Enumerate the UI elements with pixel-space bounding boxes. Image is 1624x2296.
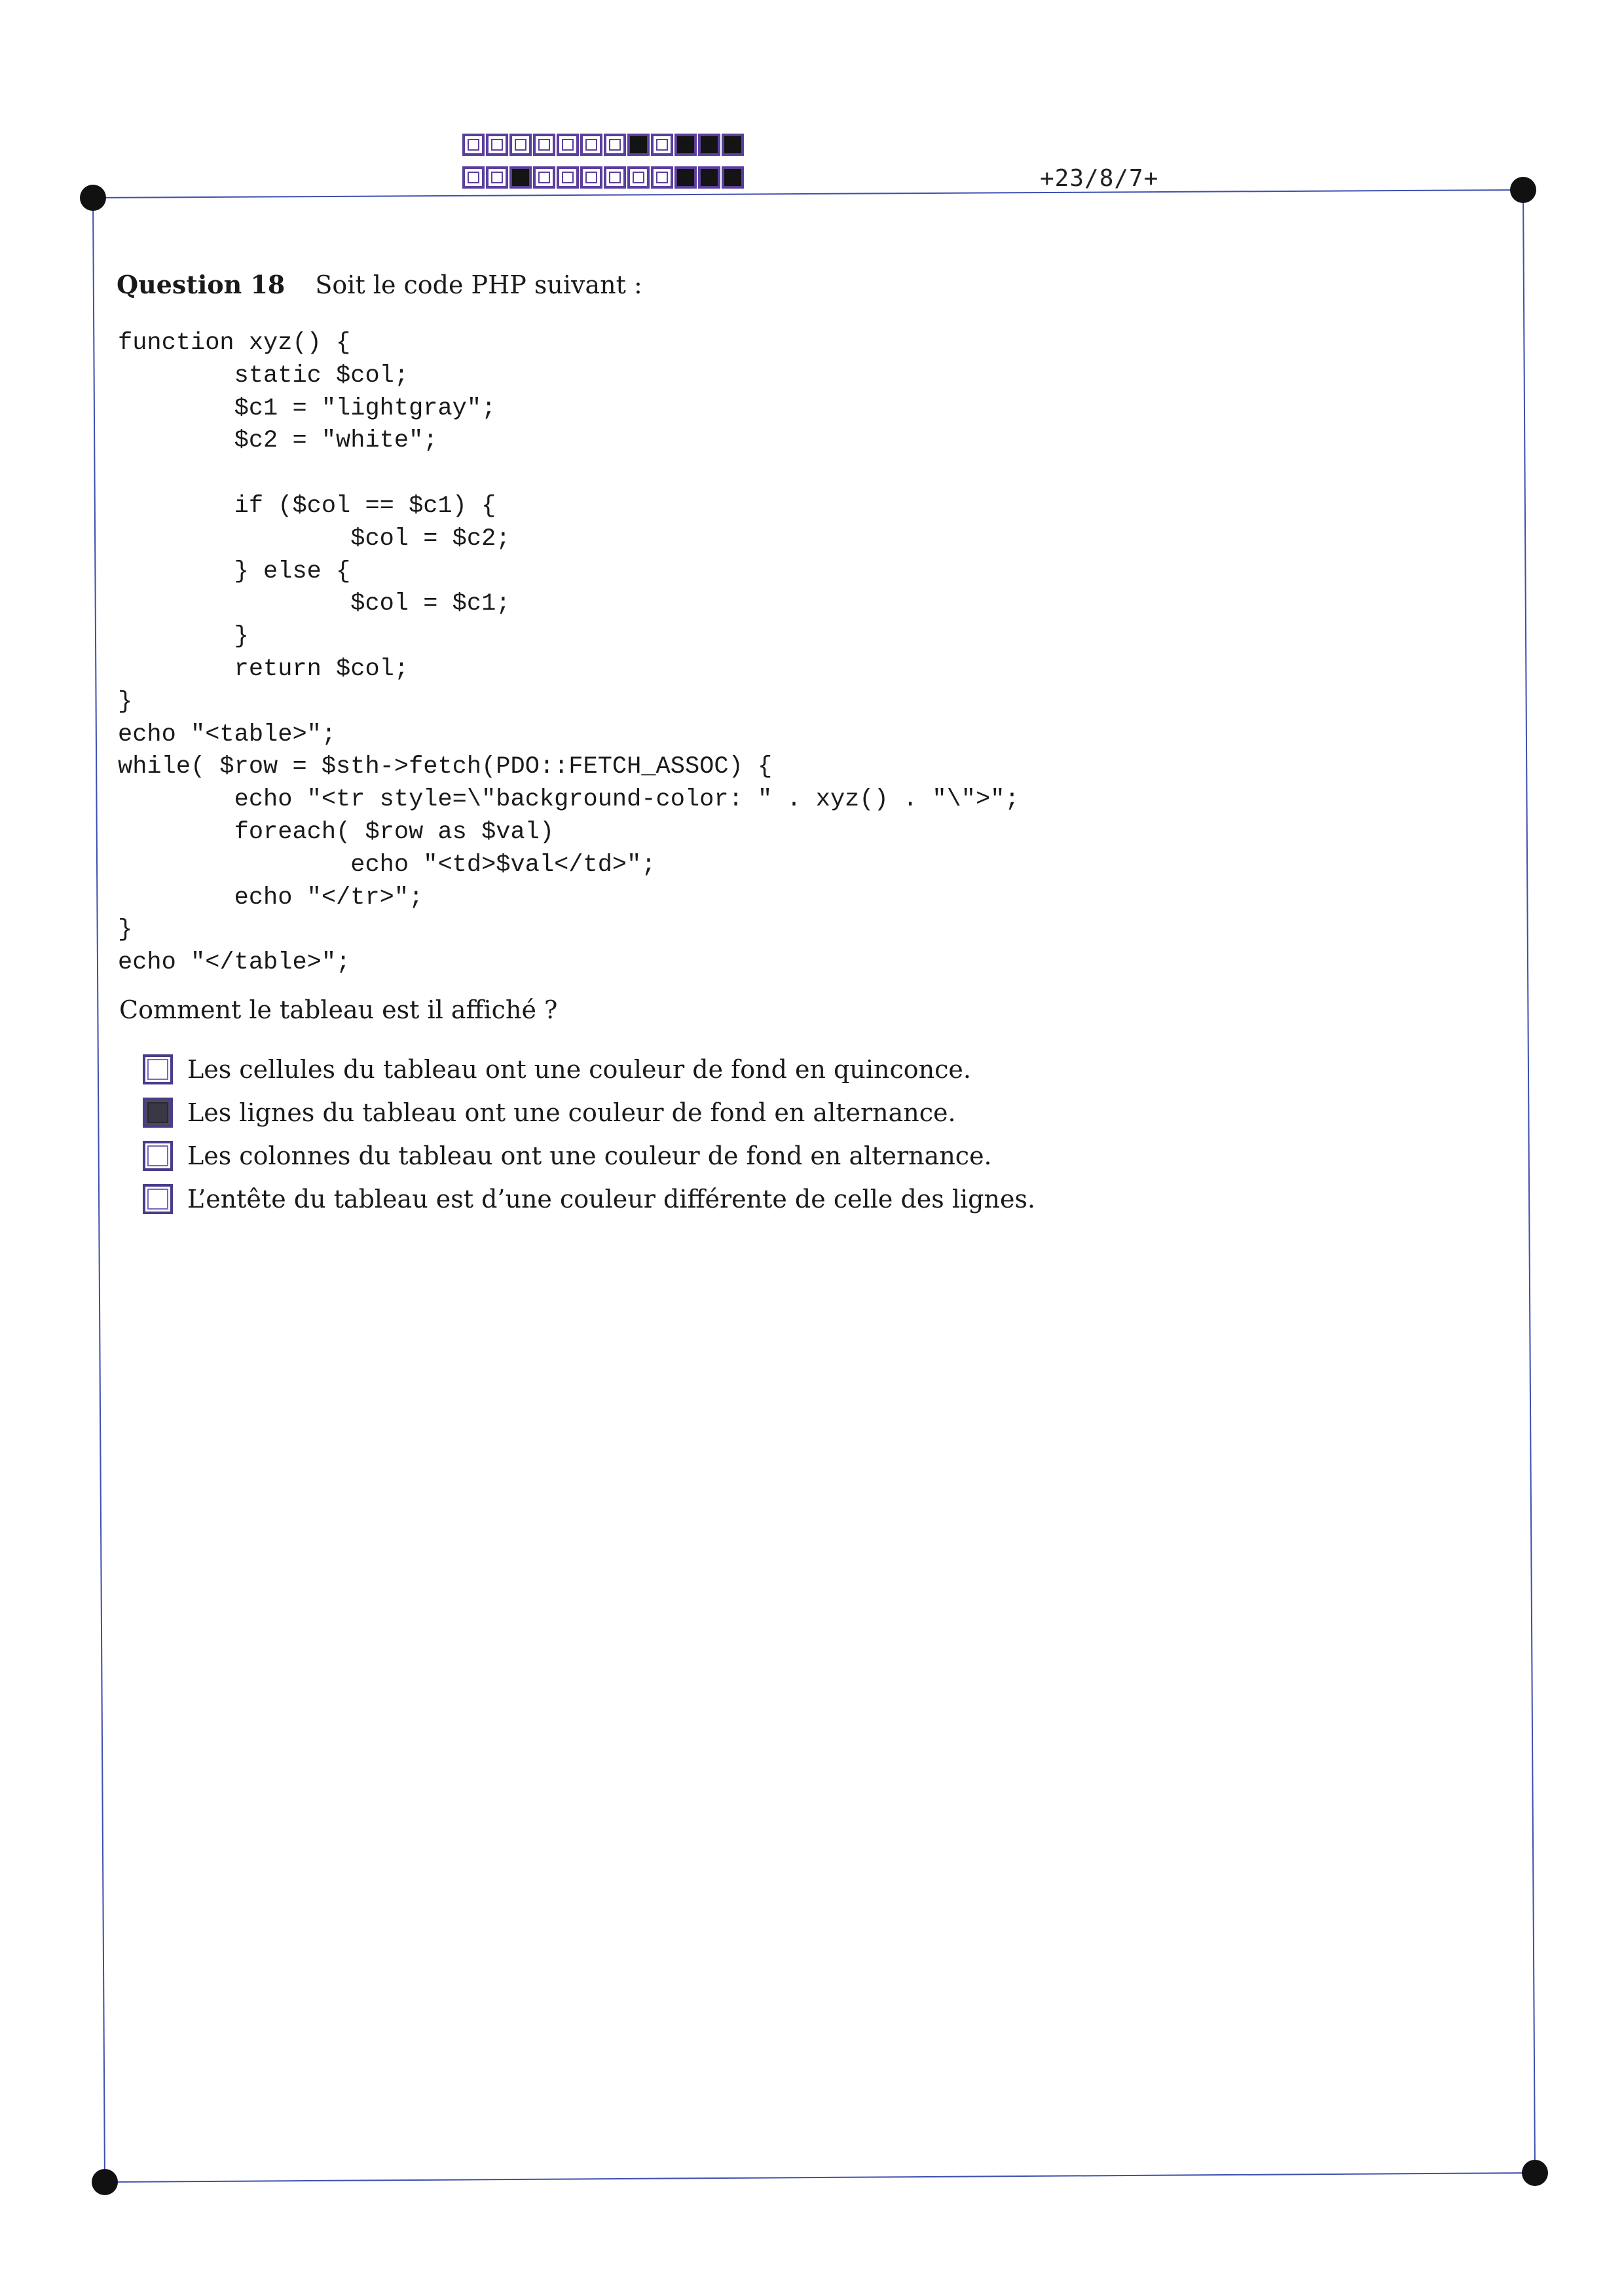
answer-list bbox=[143, 1048, 1035, 1221]
question-header bbox=[117, 270, 642, 299]
corner-mark-top-left bbox=[80, 185, 106, 211]
id-cell bbox=[627, 166, 650, 189]
id-cell bbox=[533, 166, 555, 189]
id-cell bbox=[604, 166, 626, 189]
frame-right-line bbox=[1523, 190, 1535, 2173]
answer-option-2[interactable] bbox=[143, 1091, 1035, 1134]
id-cell bbox=[580, 166, 602, 189]
answer-option-1[interactable] bbox=[143, 1048, 1035, 1091]
id-cell bbox=[462, 166, 485, 189]
id-cell bbox=[580, 134, 602, 156]
question-prompt: Comment le tableau est il affiché ? bbox=[119, 995, 558, 1024]
id-cell bbox=[627, 134, 650, 156]
id-cell bbox=[674, 134, 697, 156]
corner-mark-bottom-left bbox=[92, 2169, 118, 2195]
answer-checkbox-4[interactable] bbox=[143, 1184, 173, 1214]
id-cell bbox=[698, 134, 720, 156]
id-cell bbox=[557, 166, 579, 189]
answer-label-3: Les colonnes du tableau ont une couleur de fond en alternance. bbox=[187, 1141, 992, 1170]
answer-label-2: Les lignes du tableau ont une couleur de fond en alternance. bbox=[187, 1098, 956, 1127]
id-cell bbox=[486, 166, 508, 189]
question-intro: Soit le code PHP suivant : bbox=[315, 270, 642, 299]
id-cell bbox=[674, 166, 697, 189]
id-cell bbox=[509, 134, 532, 156]
id-grid-row-2 bbox=[462, 166, 745, 189]
frame-bottom-line bbox=[105, 2173, 1535, 2182]
id-cell bbox=[557, 134, 579, 156]
frame-left-line bbox=[93, 198, 105, 2182]
id-cell bbox=[651, 134, 673, 156]
id-cell bbox=[509, 166, 532, 189]
id-cell bbox=[604, 134, 626, 156]
id-cell bbox=[486, 134, 508, 156]
corner-mark-top-right bbox=[1510, 177, 1536, 203]
question-number: Question 18 bbox=[117, 270, 286, 299]
page-code: +23/8/7+ bbox=[1040, 165, 1159, 192]
answer-option-3[interactable] bbox=[143, 1134, 1035, 1177]
id-cell bbox=[651, 166, 673, 189]
id-cell bbox=[722, 134, 744, 156]
id-cell bbox=[462, 134, 485, 156]
frame-top-line bbox=[93, 190, 1523, 198]
php-code-block: function xyz() { static $col; $c1 = "lightgray"; $c2 = "white"; if ($col == $c1) { $col = $c2; } else { $col = $c1; } return $col; } echo "<table>"; while( $row = $sth->fetch(PDO::FETCH_ASSOC) { echo "<tr style=\"background-color: " . xyz() . "\">"; foreach( $row as $val) echo "<td>$val</td>"; echo "</tr>"; } echo "</table>"; bbox=[118, 329, 1020, 977]
answer-checkbox-1[interactable] bbox=[143, 1054, 173, 1084]
id-cell bbox=[722, 166, 744, 189]
id-cell bbox=[698, 166, 720, 189]
answer-label-1: Les cellules du tableau ont une couleur de fond en quinconce. bbox=[187, 1055, 971, 1084]
id-cell bbox=[533, 134, 555, 156]
id-grid-row-1 bbox=[462, 134, 745, 156]
corner-mark-bottom-right bbox=[1522, 2160, 1548, 2186]
answer-checkbox-2[interactable] bbox=[143, 1098, 173, 1128]
answer-label-4: L’entête du tableau est d’une couleur différente de celle des lignes. bbox=[187, 1185, 1036, 1213]
answer-option-4[interactable] bbox=[143, 1177, 1035, 1221]
answer-checkbox-3[interactable] bbox=[143, 1141, 173, 1171]
